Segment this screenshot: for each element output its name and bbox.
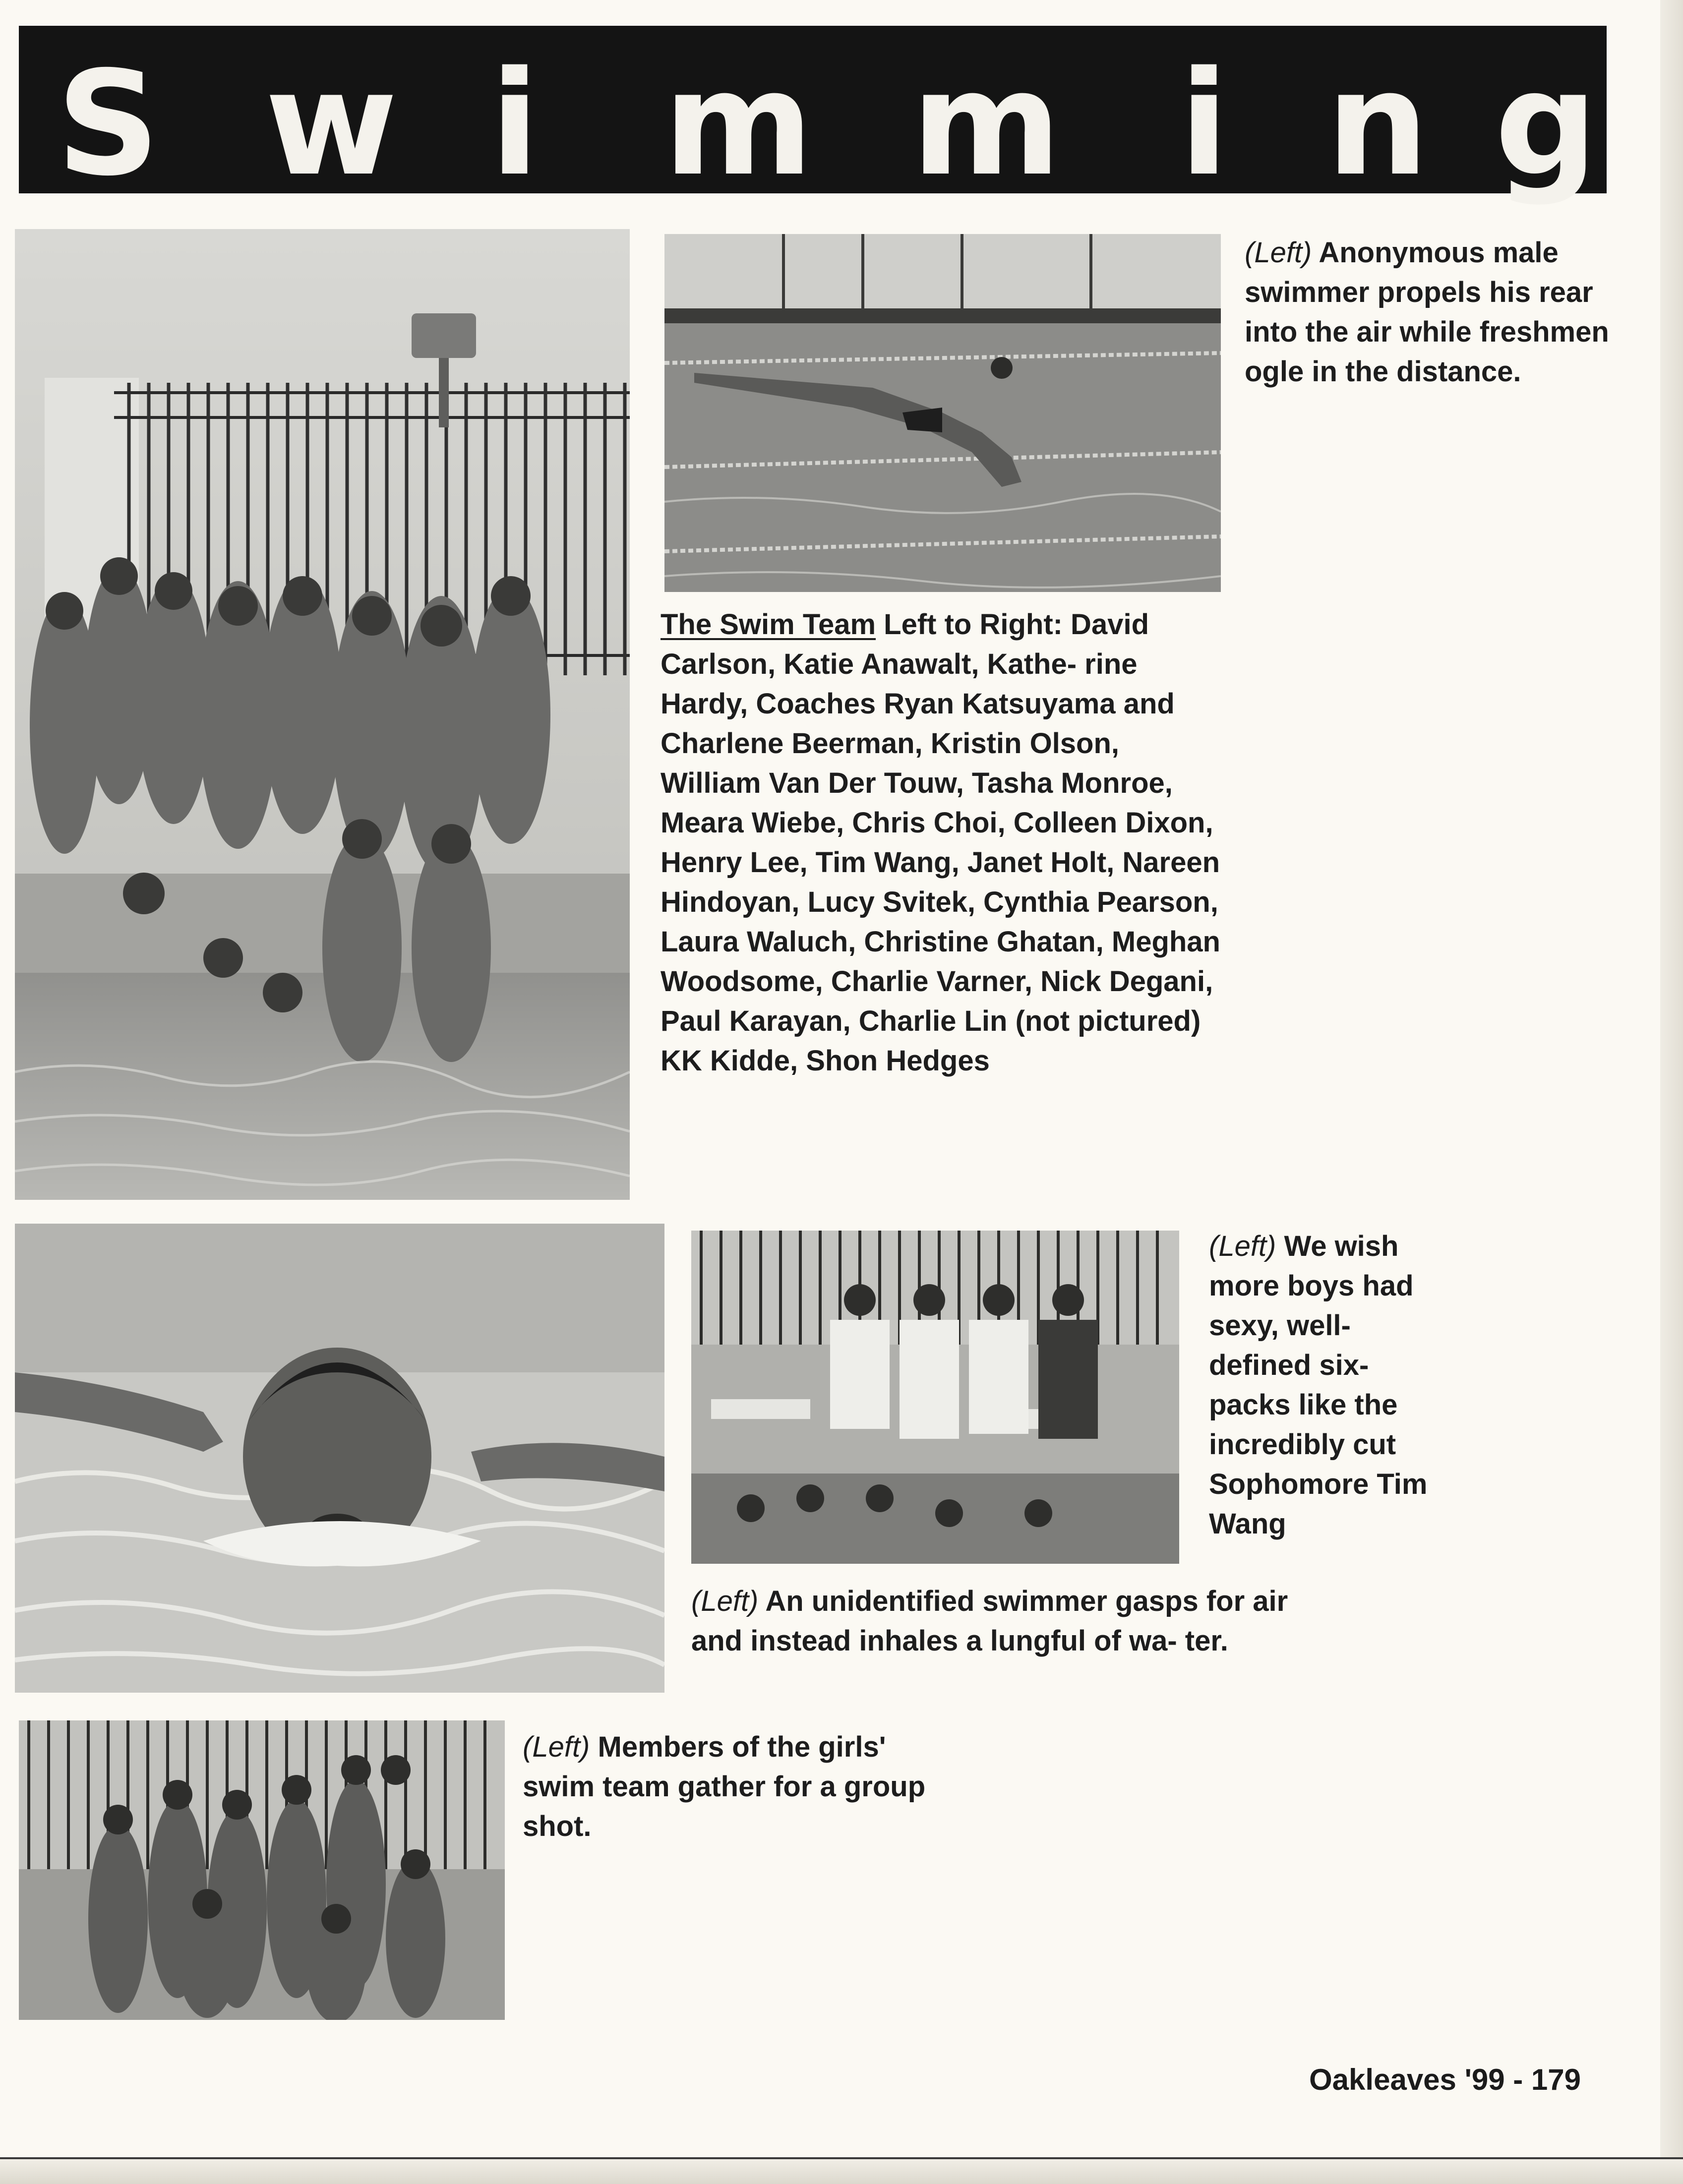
caption-lead: (Left) bbox=[523, 1731, 590, 1763]
caption-text: An unidentified swimmer gasps for air and instead inhales a lungful of wa- ter. bbox=[691, 1585, 1288, 1657]
swimmer-photo-art bbox=[15, 1224, 664, 1693]
boys-caption bbox=[1209, 1227, 1437, 1544]
diver-caption bbox=[1245, 233, 1622, 392]
banner-letter: m bbox=[663, 41, 814, 208]
gasp-caption bbox=[691, 1582, 1301, 1661]
caption-lead: (Left) bbox=[1209, 1230, 1276, 1262]
banner-letter: w bbox=[265, 41, 398, 208]
caption-text: Left to Right: David Carlson, Katie Anawalt, Kathe- rine Hardy, Coaches Ryan Katsuyama and Charlene Beerman, Kristin Olson, William Van Der Touw, Tasha Monroe, Meara Wiebe, Chris Choi, Colleen Dixon, Henry Lee, Tim Wang, Janet Holt, Nareen Hindoyan, Lucy Svitek, Cynthia Pearson, Laura Waluch, Christine Ghatan, Meghan Woodsome, Charlie Varner, Nick Degani, Paul Karayan, Charlie Lin (not pictured) KK Kidde, Shon Hedges bbox=[661, 608, 1220, 1077]
banner-letter: n bbox=[1326, 41, 1429, 208]
bottom-edge bbox=[0, 2159, 1683, 2184]
boys-photo-art bbox=[691, 1231, 1179, 1564]
banner-letter: i bbox=[1179, 41, 1229, 208]
team-group-photo bbox=[15, 229, 630, 1200]
caption-text: Members of the girls' swim team gather for a group shot. bbox=[523, 1731, 926, 1842]
banner-letter: m bbox=[911, 41, 1062, 208]
diver-photo-art bbox=[664, 234, 1221, 592]
girls-caption bbox=[523, 1727, 939, 1846]
caption-text: We wish more boys had sexy, well- defined six- packs like the incredibly cut Sophomore Tim Wang bbox=[1209, 1230, 1428, 1540]
page-footer: Oakleaves '99 - 179 bbox=[1309, 2063, 1581, 2096]
page-edge bbox=[1660, 0, 1683, 2184]
caption-lead: (Left) bbox=[691, 1585, 759, 1617]
title-banner bbox=[19, 26, 1607, 208]
banner-letter: S bbox=[56, 41, 160, 208]
team-photo-art bbox=[15, 229, 630, 1200]
girls-team-photo bbox=[19, 1720, 505, 2020]
banner-letter: g bbox=[1495, 41, 1598, 208]
girls-photo-art bbox=[19, 1720, 505, 2020]
boys-team-photo bbox=[691, 1231, 1179, 1564]
team-caption bbox=[661, 605, 1226, 1081]
caption-heading: The Swim Team bbox=[661, 608, 876, 641]
diver-photo bbox=[664, 234, 1221, 592]
caption-lead: (Left) bbox=[1245, 236, 1312, 269]
caption-text: Anonymous male swimmer propels his rear into the air while freshmen ogle in the distance. bbox=[1245, 236, 1609, 388]
banner-letter: i bbox=[490, 41, 540, 208]
swimmer-gasping-photo bbox=[15, 1224, 664, 1693]
